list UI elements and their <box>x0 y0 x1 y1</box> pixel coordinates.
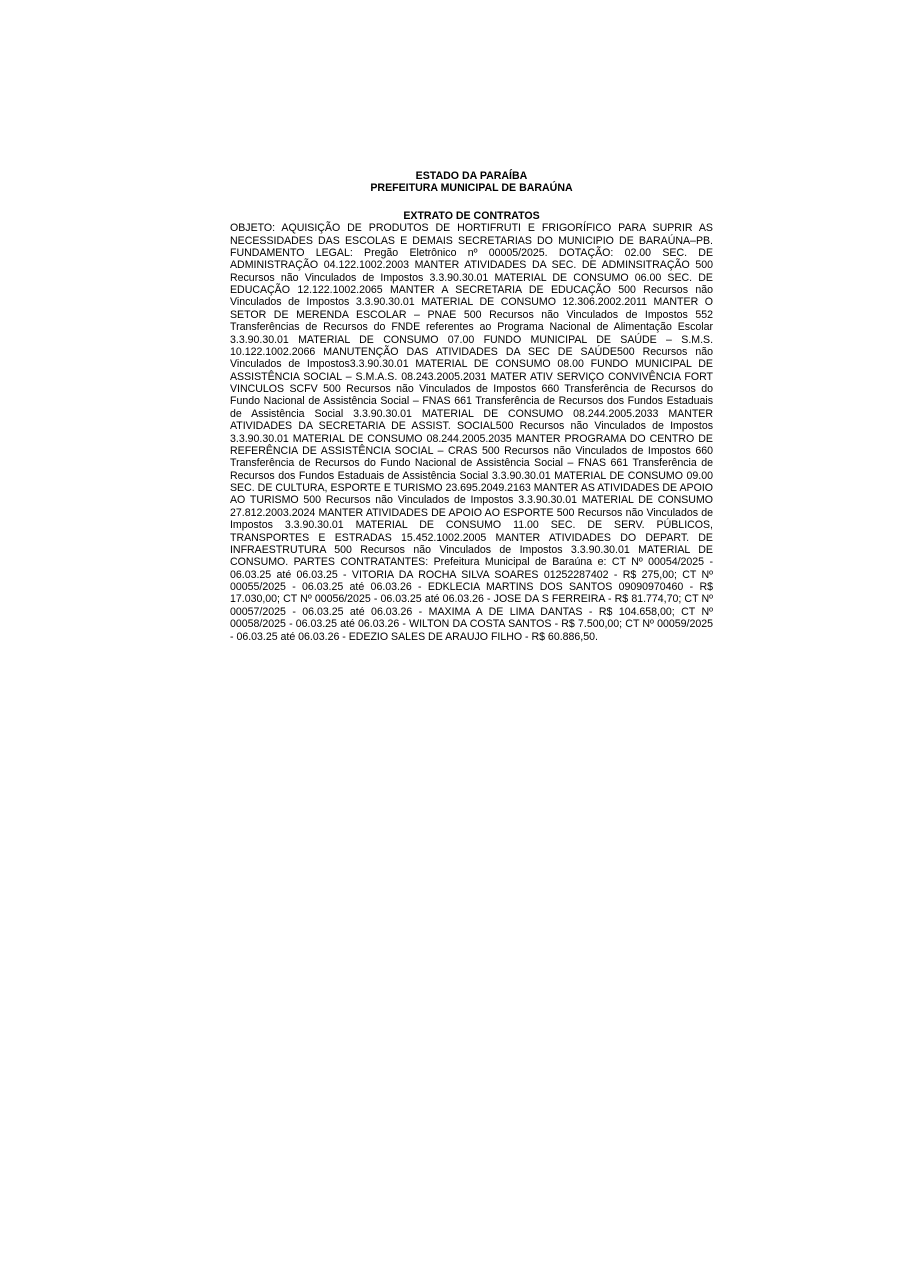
extract-body: OBJETO: AQUISIÇÃO DE PRODUTOS DE HORTIFRUTI E FRIGORÍFICO PARA SUPRIR AS NECESSIDADES DAS ESCOLAS E DEMAIS SECRETARIAS DO MUNICIPIO DE BARAÚNA–PB. FUNDAMENTO LEGAL: Pregão Eletrônico nº 00005/2025. DOTAÇÃO: 02.00 SEC. DE ADMINISTRAÇÃO 04.122.1002.2003 MANTER ATIVIDADES DA SEC. DE ADMINSITRAÇÃO 500 Recursos não Vinculados de Impostos 3.3.90.30.01 MATERIAL DE CONSUMO 06.00 SEC. DE EDUCAÇÃO 12.122.1002.2065 MANTER A SECRETARIA DE EDUCAÇÃO 500 Recursos não Vinculados de Impostos 3.3.90.30.01 MATERIAL DE CONSUMO 12.306.2002.2011 MANTER O SETOR DE MERENDA ESCOLAR – PNAE 500 Recursos não Vinculados de Impostos 552 Transferências de Recursos do FNDE referentes ao Programa Nacional de Alimentação Escolar 3.3.90.30.01 MATERIAL DE CONSUMO 07.00 FUNDO MUNICIPAL DE SAÚDE – S.M.S. 10.122.1002.2066 MANUTENÇÃO DAS ATIVIDADES DA SEC DE SAÚDE500 Recursos não Vinculados de Impostos3.3.90.30.01 MATERIAL DE CONSUMO 08.00 FUNDO MUNICIPAL DE ASSISTÊNCIA SOCIAL – S.M.A.S. 08.243.2005.2031 MATER ATIV SERVIÇO CONVIVÊNCIA FORT VINCULOS SCFV 500 Recursos não Vinculados de Impostos 660 Transferência de Recursos do Fundo Nacional de Assistência Social – FNAS 661 Transferência de Recursos dos Fundos Estaduais de Assistência Social 3.3.90.30.01 MATERIAL DE CONSUMO 08.244.2005.2033 MANTER ATIVIDADES DA SECRETARIA DE ASSIST. SOCIAL500 Recursos não Vinculados de Impostos 3.3.90.30.01 MATERIAL DE CONSUMO 08.244.2005.2035 MANTER PROGRAMA DO CENTRO DE REFERÊNCIA DE ASSISTÊNCIA SOCIAL – CRAS 500 Recursos não Vinculados de Impostos 660 Transferência de Recursos do Fundo Nacional de Assistência Social – FNAS 661 Transferência de Recursos dos Fundos Estaduais de Assistência Social 3.3.90.30.01 MATERIAL DE CONSUMO 09.00 SEC. DE CULTURA, ESPORTE E TURISMO 23.695.2049.2163 MANTER AS ATIVIDADES DE APOIO AO TURISMO 500 Recursos não Vinculados de Impostos 3.3.90.30.01 MATERIAL DE CONSUMO 27.812.2003.2024 MANTER ATIVIDADES DE APOIO AO ESPORTE 500 Recursos não Vinculados de Impostos 3.3.90.30.01 MATERIAL DE CONSUMO 11.00 SEC. DE SERV. PÚBLICOS, TRANSPORTES E ESTRADAS 15.452.1002.2005 MANTER ATIVIDADES DO DEPART. DE INFRAESTRUTURA 500 Recursos não Vinculados de Impostos 3.3.90.30.01 MATERIAL DE CONSUMO. PARTES CONTRATANTES: Prefeitura Municipal de Baraúna e: CT Nº 00054/2025 - 06.03.25 até 06.03.25 - VITORIA DA ROCHA SILVA SOARES 01252287402 - R$ 275,00; CT Nº 00055/2025 - 06.03.25 até 06.03.26 - EDKLECIA MARTINS DOS SANTOS 09090970460 - R$ 17.030,00; CT Nº 00056/2025 - 06.03.25 até 06.03.26 - JOSE DA S FERREIRA - R$ 81.774,70; CT Nº 00057/2025 - 06.03.25 até 06.03.26 - MAXIMA A DE LIMA DANTAS - R$ 104.658,00; CT Nº 00058/2025 - 06.03.25 até 06.03.26 - WILTON DA COSTA SANTOS - R$ 7.500,00; CT Nº 00059/2025 - 06.03.25 até 06.03.26 - EDEZIO SALES DE ARAUJO FILHO - R$ 60.886,50. <box>230 222 713 643</box>
document-page <box>230 170 713 643</box>
state-heading: ESTADO DA PARAÍBA <box>415 170 528 182</box>
municipality-heading: PREFEITURA MUNICIPAL DE BARAÚNA <box>370 182 573 195</box>
extract-title: EXTRATO DE CONTRATOS <box>403 209 540 222</box>
